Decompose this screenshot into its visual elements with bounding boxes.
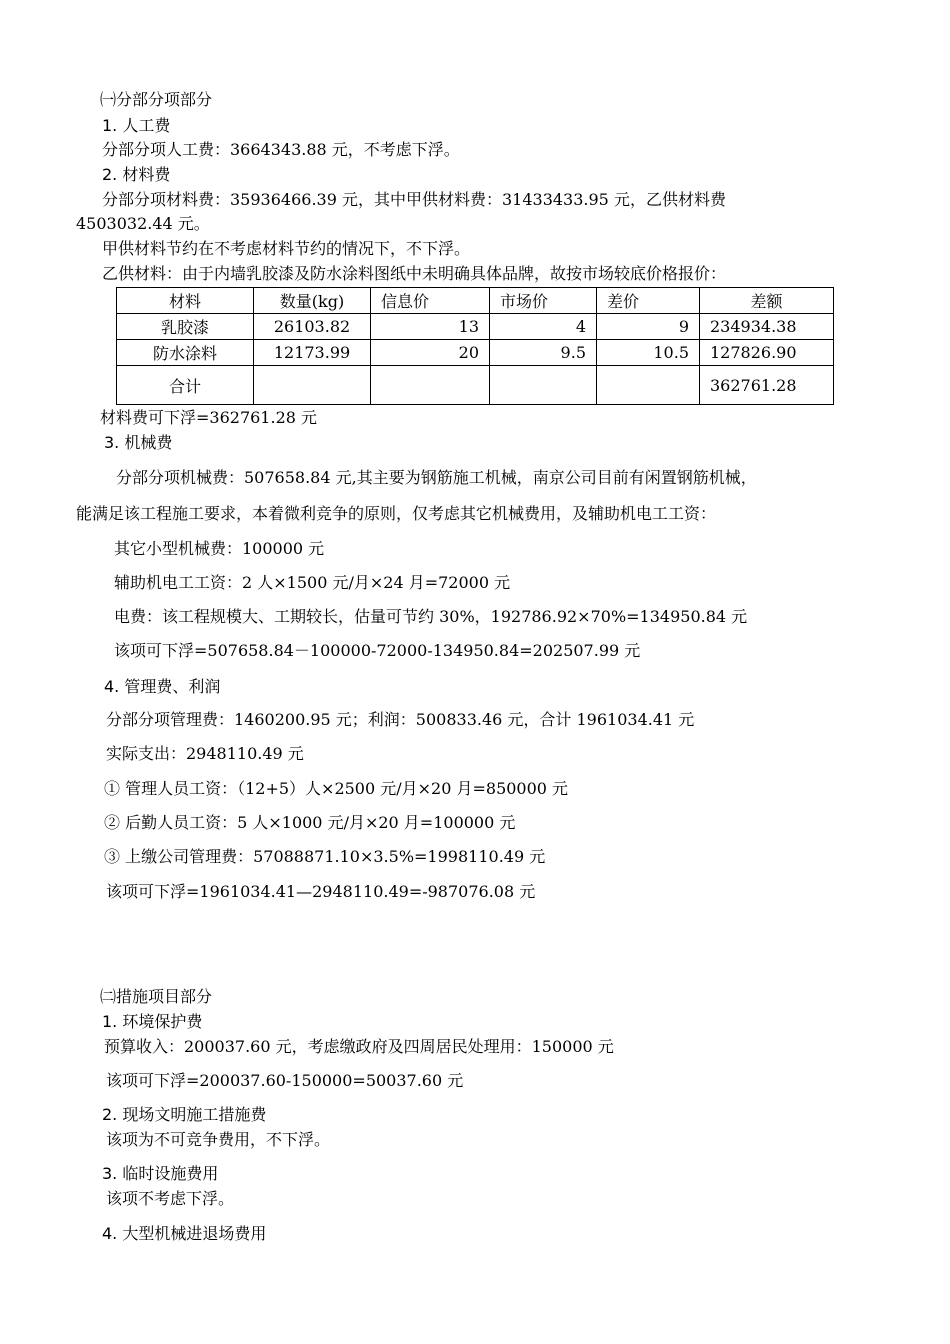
machine-result: 该项可下浮=507658.84－100000-72000-134950.84=202507.99 元 [114, 641, 641, 660]
material-table [116, 287, 834, 405]
header-cell: 差额 [700, 288, 834, 314]
table-header-row [117, 288, 834, 314]
table-cell: 9.5 [490, 340, 597, 366]
header-cell: 数量(kg) [254, 288, 371, 314]
table-row [117, 314, 834, 340]
civil-heading: 2. 现场文明施工措施费 [102, 1105, 267, 1124]
table-cell: 10.5 [597, 340, 700, 366]
machine-text-1: 分部分项机械费：507658.84 元,其主要为钢筋施工机械，南京公司目前有闲置钢筋机械， [116, 468, 757, 487]
material-text-2: 4503032.44 元。 [76, 214, 210, 233]
table-cell: 4 [490, 314, 597, 340]
labor-text: 分部分项人工费：3664343.88 元，不考虑下浮。 [102, 140, 460, 159]
table-cell: 234934.38 [700, 314, 834, 340]
machine-text-2: 能满足该工程施工要求，本着微利竞争的原则，仅考虑其它机械费用，及辅助机电工工资： [76, 504, 717, 523]
env-line-1: 预算收入：200037.60 元，考虑缴政府及四周居民处理用：150000 元 [104, 1037, 614, 1056]
env-result: 该项可下浮=200037.60-150000=50037.60 元 [106, 1071, 464, 1090]
material-text-1: 分部分项材料费：35936466.39 元，其中甲供材料费：31433433.95 元，乙供材料费 [102, 190, 726, 209]
table-cell: 乳胶漆 [117, 314, 254, 340]
temp-text: 该项不考虑下浮。 [106, 1189, 235, 1208]
header-cell: 市场价 [490, 288, 597, 314]
table-cell: 12173.99 [254, 340, 371, 366]
table-cell: 防水涂料 [117, 340, 254, 366]
machine-line-3: 电费：该工程规模大、工期较长，估量可节约 30%，192786.92×70%=134950.84 元 [114, 607, 748, 626]
machine-line-2: 辅助机电工工资：2 人×1500 元/月×24 月=72000 元 [114, 573, 511, 592]
table-total-row [117, 366, 834, 405]
table-cell [490, 366, 597, 405]
material-heading: 2. 材料费 [102, 165, 171, 184]
mgmt-heading: 4. 管理费、利润 [104, 677, 221, 696]
header-cell: 差价 [597, 288, 700, 314]
total-value: 362761.28 [700, 366, 834, 405]
total-label: 合计 [117, 366, 254, 405]
table-cell: 26103.82 [254, 314, 371, 340]
mgmt-line-3: ① 管理人员工资：（12+5）人×2500 元/月×20 月=850000 元 [104, 779, 569, 798]
large-machine-heading: 4. 大型机械进退场费用 [102, 1224, 267, 1243]
table-cell: 13 [371, 314, 490, 340]
header-cell: 材料 [117, 288, 254, 314]
mgmt-result: 该项可下浮=1961034.41—2948110.49=-987076.08 元 [106, 882, 536, 901]
machine-line-1: 其它小型机械费：100000 元 [114, 539, 325, 558]
temp-heading: 3. 临时设施费用 [102, 1164, 219, 1183]
table-cell [371, 366, 490, 405]
table-cell [597, 366, 700, 405]
material-result: 材料费可下浮=362761.28 元 [100, 408, 318, 427]
labor-heading: 1. 人工费 [102, 116, 171, 135]
civil-text: 该项为不可竞争费用，不下浮。 [106, 1130, 331, 1149]
table-row [117, 340, 834, 366]
table-cell: 9 [597, 314, 700, 340]
machine-heading: 3. 机械费 [104, 433, 173, 452]
table-cell: 20 [371, 340, 490, 366]
env-heading: 1. 环境保护费 [102, 1012, 203, 1031]
material-text-3: 甲供材料节约在不考虑材料节约的情况下，不下浮。 [102, 239, 471, 258]
mgmt-line-1: 分部分项管理费：1460200.95 元；利润：500833.46 元，合计 1961034.41 元 [106, 710, 695, 729]
mgmt-line-2: 实际支出：2948110.49 元 [106, 744, 304, 763]
table-cell [254, 366, 371, 405]
material-text-4: 乙供材料：由于内墙乳胶漆及防水涂料图纸中未明确具体品牌，故按市场较底价格报价： [102, 264, 727, 283]
mgmt-line-4: ② 后勤人员工资：5 人×1000 元/月×20 月=100000 元 [104, 813, 516, 832]
section-1-title: ㈠分部分项部分 [100, 90, 213, 109]
section-2-title: ㈡措施项目部分 [100, 987, 213, 1006]
header-cell: 信息价 [371, 288, 490, 314]
mgmt-line-5: ③ 上缴公司管理费：57088871.10×3.5%=1998110.49 元 [104, 847, 546, 866]
table-cell: 127826.90 [700, 340, 834, 366]
